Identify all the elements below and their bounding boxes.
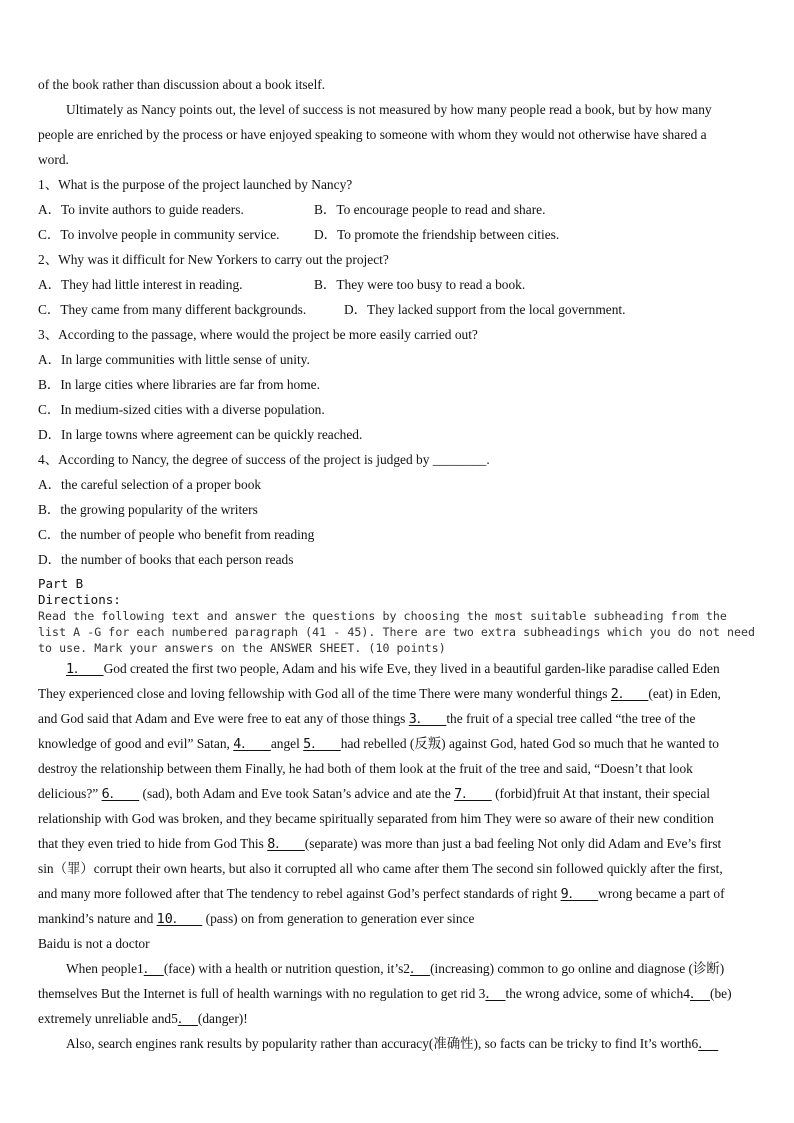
- blank-4[interactable]: 4．: [233, 737, 271, 752]
- option-a: A．They had little interest in reading.: [38, 277, 243, 292]
- blank-9[interactable]: 9．: [560, 887, 599, 902]
- option-a: A．the careful selection of a proper book: [38, 477, 262, 492]
- option-d: D．To promote the friendship between cities.: [314, 227, 560, 242]
- cloze-text: (separate) was more than just a bad feeling Not only did Adam and Eve’s first: [304, 836, 722, 851]
- cloze-text: (forbid)fruit At that instant, their special: [491, 786, 711, 801]
- blank-2[interactable]: 2．: [610, 687, 649, 702]
- blank-4[interactable]: ．: [689, 986, 711, 1001]
- cloze-line: [38, 781, 760, 806]
- passage-text: of the book rather than discussion about a book itself.: [38, 77, 326, 92]
- directions-line: list A -G for each numbered paragraph (41 - 45). There are two extra subheadings which you do not need: [38, 625, 756, 639]
- option-d: D．In large towns where agreement can be quickly reached.: [38, 427, 363, 442]
- cloze-text: extremely unreliable and5: [38, 1011, 178, 1026]
- cloze-line: [38, 681, 760, 706]
- blank-1[interactable]: 1．: [66, 662, 104, 677]
- cloze-line: [38, 706, 760, 731]
- cloze-text: had rebelled (反叛) against God, hated God so much that he wanted to: [340, 736, 719, 751]
- option-c: C．In medium-sized cities with a diverse population.: [38, 402, 325, 417]
- cloze-text: angel: [270, 736, 304, 751]
- directions-label: Directions:: [38, 592, 121, 607]
- cloze-line: relationship with God was broken, and they became spiritually separated from him They were so aware of their new condition: [38, 811, 714, 826]
- cloze-text: (sad), both Adam and Eve took Satan’s advice and ate the: [139, 786, 455, 801]
- blank-2[interactable]: ．: [410, 961, 431, 976]
- option-a: A．In large communities with little sense of unity.: [38, 352, 310, 367]
- option-d: D．They lacked support from the local government.: [344, 302, 626, 317]
- blank-5[interactable]: 5．: [303, 737, 341, 752]
- directions-line: to use. Mark your answers on the ANSWER SHEET. (10 points): [38, 641, 446, 655]
- cloze-text: the wrong advice, some of which4: [505, 986, 690, 1001]
- option-b: B．In large cities where libraries are far from home.: [38, 377, 320, 392]
- cloze-line: [38, 1006, 760, 1031]
- passage-text: word.: [38, 152, 69, 167]
- cloze-line: [38, 981, 760, 1006]
- directions-line: Read the following text and answer the questions by choosing the most suitable subheading from the: [38, 609, 727, 623]
- cloze-text: knowledge of good and evil” Satan,: [38, 736, 234, 751]
- question-stem: 2、Why was it difficult for New Yorkers to carry out the project?: [38, 252, 389, 267]
- cloze-text: and God said that Adam and Eve were free to eat any of those things: [38, 711, 409, 726]
- cloze-text: They experienced close and loving fellowship with God all of the time There were many wonderful things: [38, 686, 611, 701]
- blank-5[interactable]: ．: [177, 1011, 198, 1026]
- blank-3[interactable]: 3．: [408, 712, 447, 727]
- cloze-text: wrong became a part of: [598, 886, 725, 901]
- cloze-text: that they even tried to hide from God This: [38, 836, 268, 851]
- option-row: [38, 297, 760, 322]
- cloze-text: themselves But the Internet is full of health warnings with no regulation to get rid 3: [38, 986, 486, 1001]
- document-page: [38, 72, 760, 1056]
- cloze-text: the fruit of a special tree called “the tree of the: [446, 711, 696, 726]
- cloze-text: and many more followed after that The tendency to rebel against God’s perfect standards of right: [38, 886, 561, 901]
- option-row: [38, 197, 760, 222]
- option-d: D．the number of books that each person reads: [38, 552, 294, 567]
- cloze-line: sin（罪）corrupt their own hearts, but also it corrupted all who came after them The second sin followed quickly after the first,: [38, 861, 723, 876]
- cloze-text: (pass) on from generation to generation ever since: [202, 911, 475, 926]
- cloze-text: God created the first two people, Adam and his wife Eve, they lived in a beautiful garden-like paradise called Eden: [103, 661, 720, 676]
- cloze-text: (face) with a health or nutrition question, it’s2: [163, 961, 410, 976]
- question-stem: 4、According to Nancy, the degree of success of the project is judged by ________.: [38, 452, 490, 467]
- blank-10[interactable]: 10．: [156, 912, 203, 927]
- question-stem: 1、What is the purpose of the project launched by Nancy?: [38, 177, 353, 192]
- option-row: [38, 272, 760, 297]
- option-c: C．They came from many different backgrounds.: [38, 302, 307, 317]
- cloze-text: delicious?”: [38, 786, 102, 801]
- option-b: B．To encourage people to read and share.: [314, 202, 546, 217]
- directions-text: [38, 608, 760, 656]
- cloze-line: destroy the relationship between them Finally, he had both of them look at the fruit of the tree and said, “Doesn’t that look: [38, 761, 693, 776]
- option-c: C．To involve people in community service.: [38, 227, 280, 242]
- passage-text: Ultimately as Nancy points out, the level of success is not measured by how many people read a book, but by how many: [66, 102, 712, 117]
- option-b: B．the growing popularity of the writers: [38, 502, 258, 517]
- blank-7[interactable]: 7．: [454, 787, 492, 802]
- cloze-text: (increasing) common to go online and diagnose (诊断): [430, 961, 725, 976]
- option-row: [38, 222, 760, 247]
- cloze-line: [38, 881, 760, 906]
- option-b: B．They were too busy to read a book.: [314, 277, 526, 292]
- blank-1[interactable]: ．: [143, 961, 164, 976]
- option-a: A．To invite authors to guide readers.: [38, 202, 244, 217]
- option-c: C．the number of people who benefit from reading: [38, 527, 315, 542]
- cloze-text: (eat) in Eden,: [648, 686, 721, 701]
- blank-6[interactable]: ．: [698, 1036, 719, 1051]
- cloze-line: [38, 956, 760, 981]
- cloze-line: [38, 831, 760, 856]
- passage-text: people are enriched by the process or have enjoyed speaking to someone with whom they would not otherwise have shared a: [38, 127, 707, 142]
- blank-8[interactable]: 8．: [267, 837, 305, 852]
- cloze-text: (danger)!: [197, 1011, 248, 1026]
- cloze-line: [38, 1031, 760, 1056]
- cloze-line: [38, 906, 760, 931]
- blank-3[interactable]: ．: [485, 986, 506, 1001]
- cloze-text: Also, search engines rank results by popularity rather than accuracy(准确性), so facts can be tricky to find It’s worth6: [66, 1036, 699, 1051]
- cloze-line: [38, 656, 760, 681]
- cloze-line: [38, 731, 760, 756]
- question-stem: 3、According to the passage, where would the project be more easily carried out?: [38, 327, 478, 342]
- section-title: Part B: [38, 576, 84, 591]
- passage-title: Baidu is not a doctor: [38, 936, 150, 951]
- cloze-text: (be): [710, 986, 732, 1001]
- blank-6[interactable]: 6．: [101, 787, 140, 802]
- cloze-text: mankind’s nature and: [38, 911, 157, 926]
- cloze-text: When people1: [66, 961, 144, 976]
